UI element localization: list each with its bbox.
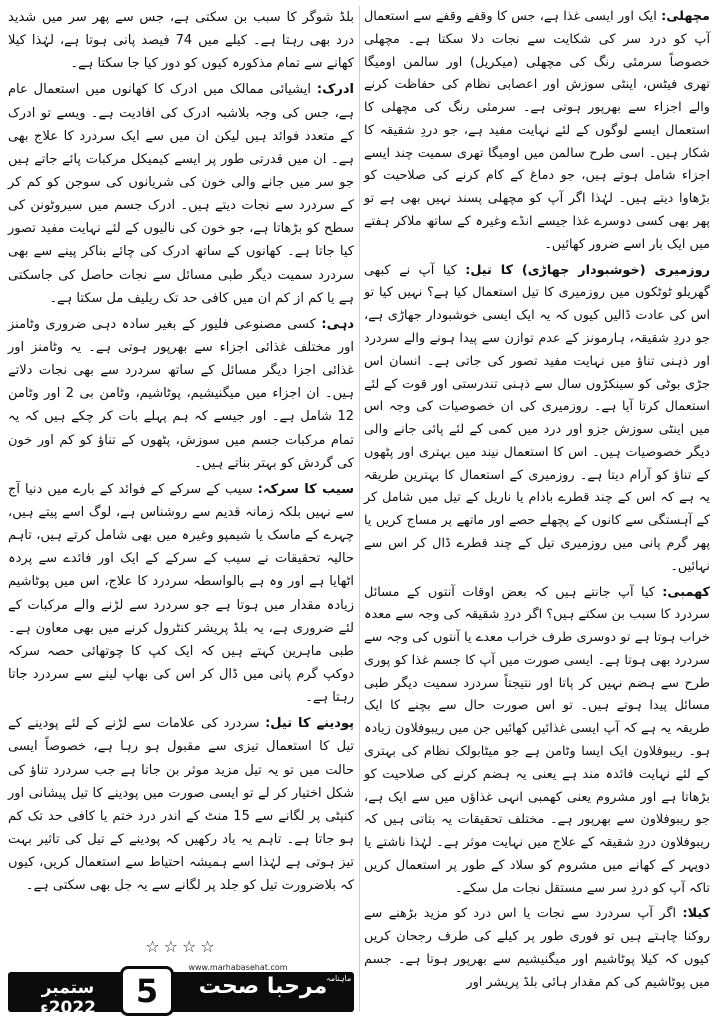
section-heading: ادرک: <box>316 82 354 98</box>
paragraph-text: ایک اور ایسی غذا ہے، جس کا وقفے وقفے سے استعمال آپ کو درد سر کی شکایت سے نجات دلا سکتا ہے۔ مچھلی خصوصاً سرمئی رنگ کی مچھلی (میکریل) اور سالمن اومیگا تھری فیٹس، اینٹی سوزش اور اعصابی نظام کی حفاظت کرنے والے اجزاء سے بھرپور ہوتی ہے۔ سرمئی رنگ کی مچھلی کا استعمال ایسے لوگوں کے لئے نہایت مفید ہے، جو دردِ شقیقہ کا شکار ہیں۔ اسی طرح سالمن میں اومیگا تھری سمیت چند ایسے اجزاء شامل ہوتے ہیں، جو دماغ کے کام کرنے کی صلاحیت کو بڑھاوا دیتے ہیں۔ لہٰذا اگر آپ کو مچھلی پسند نہیں بھی ہے تو پھر بھی کسی دوسرے غذا جیسے انڈے وغیرہ کے ساتھ ملاکر ہفتے میں ایک بار اسے ضرور کھائیں۔ <box>364 9 710 252</box>
paragraph-text: ایشیائی ممالک میں ادرک کا کھانوں میں استعمال عام ہے، جس کی وجہ بلاشبہ ادرک کی افادیت ہے۔ ویسے تو ادرک کے متعدد فوائد ہیں لیکن ان میں سے ایک سردرد کا علاج بھی ہے۔ ان میں قدرتی طور پر ایسے کیمیکل مرکبات پائے جاتے ہیں جو سر میں جانے والی خون کی شریانوں کی سوجن کو کم کر کے سردرد سے نجات دیتے ہیں۔ ادرک جسم میں سیروٹونن کی سطح کو بڑھاتا ہے، جو خون کی نالیوں کے لئے نہایت مفید تصور کیا جاتا ہے۔ کھانوں کے ساتھ ادرک کی چائے بناکر پینے سے بھی سردرد سمیت دیگر طبی مسائل سے نجات حاصل کی جاسکتی ہے یا کم از کم ان میں کافی حد تک ریلیف مل سکتا ہے۔ <box>8 82 354 306</box>
paragraph-ginger <box>8 78 354 309</box>
paragraph-text: سیب کے سرکے کے فوائد کے بارے میں دنیا آج سے نہیں بلکہ زمانہ قدیم سے روشناس ہے، لوگ اسے پیتے ہیں، چہرے کے ماسک یا شیمپو وغیرہ میں بھی شامل کرتے ہیں، تاہم حالیہ تحقیقات نے سیب کے سرکے کے ایک اور فائدے سے پردہ اٹھایا ہے اور وہ ہے بالواسطہ سردرد کا علاج، اس میں پوٹاشیم زیادہ مقدار میں ہوتا ہے جو سردرد سے لڑنے والے مرکبات کے لئے ضروری ہے، یہ بلڈ پریشر کنٹرول کرنے میں بھی معاون ہے۔ طبی ماہرین کہتے ہیں کہ ایک کپ کا چوتھائی حصہ سرکہ دوکپ گرم پانی میں ڈال کر اس کی بھاپ لینے سے سردرد جاتا رہتا ہے۔ <box>8 481 354 706</box>
website-url[interactable]: www.marhabasehat.com <box>188 963 288 972</box>
issue-date: ستمبر 2022ء <box>39 978 97 1018</box>
paragraph-mushroom <box>364 582 710 901</box>
paragraph-text: کسی مصنوعی فلیور کے بغیر سادہ دہی ضروری وٹامنز اور مختلف غذائی اجزاء سے بھرپور ہوتی ہے۔ یہ وٹامنز اور غذائی اجزا دیگر مسائل کے ساتھ سردرد سے بھی نجات دلاتے ہیں۔ ان اجزاء میں میگنیشیم، پوٹاشیم، وٹامن بی 2 اور وٹامن 12 شامل ہے۔ اور جیسے کہ ہم پہلے بات کر چکے ہیں کہ یہ تمام مرکبات جسم میں سوزش، پٹھوں کے تناؤ کو کم اور خون کی گردش کو بہتر بناتے ہیں۔ <box>8 316 355 471</box>
paragraph-apple-vinegar <box>8 478 354 709</box>
right-column <box>364 6 710 998</box>
paragraph-peppermint-oil <box>8 712 354 897</box>
section-heading: روزمیری (خوشبودار جھاڑی) کا تیل: <box>465 262 710 278</box>
section-heading: سیب کا سرکہ: <box>257 481 354 497</box>
paragraph-banana-cont <box>8 6 354 75</box>
section-heading: کیلا: <box>682 906 710 922</box>
section-heading: پودینے کا تیل: <box>265 716 354 732</box>
paragraph-yogurt <box>8 313 354 475</box>
section-heading: مچھلی: <box>661 9 710 24</box>
magazine-prefix: ماہنامہ <box>326 974 352 983</box>
section-heading: دہی: <box>321 316 355 332</box>
paragraph-banana <box>364 903 710 994</box>
paragraph-rosemary <box>364 260 710 579</box>
magazine-title: مرحبا صحت <box>198 974 328 999</box>
paragraph-fish <box>364 6 710 257</box>
page-number: 5 <box>120 966 174 1016</box>
paragraph-text: کیا آپ نے کبھی گھریلو ٹوٹکوں میں روزمیری کا تیل استعمال کیا ہے؟ نہیں کیا تو اس کی عادت ڈالیں کیوں کہ یہ ایک ایسی خوشبودار جھاڑی ہے، جو دردِ شقیقہ، ہارمونز کے عدم توازن سے پیدا ہونے والے سردرد اور ذہنی تناؤ میں نہایت مفید تصور کی جاتی ہے۔ انسان اس جڑی بوٹی کو سینکڑوں سال سے ذہنی تندرستی اور قوت کے لئے استعمال کرتا آیا ہے۔ روزمیری کی ان خصوصیات کی وجہ اس میں اینٹی سوزش جزو اور درد میں کمی کے لئے پائی جانے والی دیگر خصوصیات ہیں۔ اس کا استعمال نیند میں بہتری اور پٹھوں کے تناؤ کو آرام دیتا ہے۔ روزمیری کے استعمال کا بہترین طریقہ یہ ہے کہ اس کے چند قطرے بادام یا ناریل کے تیل میں شامل کر کے آہستگی سے کانوں کے پچھلے حصے اور ماتھے پر مساج کریں یا پھر گرم پانی میں روزمیری تیل کے چند قطرے ڈال کر اس سے نہائیں۔ <box>364 262 710 574</box>
paragraph-text: کیا آپ جانتے ہیں کہ بعض اوقات آنتوں کے مسائل سردرد کا سبب بن سکتے ہیں؟ اگر دردِ شقیقہ کی وجہ سے معدہ خراب ہوتا ہے تو دوسری طرف خراب معدے یا آنتوں کی وجہ سے سردرد بھی ہوتا ہے۔ ایسی صورت میں آپ کا جسم غذا کو پوری طرح سے ہضم نہیں کر پاتا اور نتیجتاً سردرد سمیت دیگر طبی مسائل پیدا ہوتے ہیں۔ تو اس صورت حال سے بچنے کا ایک طریقہ یہ ہے کہ آپ ایسی غذائیں کھائیں جن میں ریبوفلاون زیادہ ہو۔ ریبوفلاون ایک ایسا وٹامن ہے جو میٹابولک نظام کی بہتری کے لئے نہایت فائدہ مند ہے یعنی یہ ہضم کرنے کی صلاحیت کو بڑھاتا ہے اور مشروم یعنی کھمبی انہی غذاؤں میں سے ایک ہے، جو ریبوفلاون سے بھرپور ہے۔ مختلف تحقیقات یہ بتاتی ہیں کہ ریبوفلاون دردِ شقیقہ کے علاج میں نہایت موثر ہے۔ لہٰذا ناشتے یا دوپہر کے کھانے میں مشروم کو سلاد کے طور پر استعمال کریں تاکہ آپ کو دردِ سر سے مستقل نجات مل سکے۔ <box>364 584 710 896</box>
page-footer <box>8 962 354 1018</box>
paragraph-text: بلڈ شوگر کا سبب بن سکتی ہے، جس سے پھر سر میں شدید درد بھی رہتا ہے۔ کیلے میں 74 فیصد پانی ہوتا ہے، لہٰذا کیلا کھانے سے تمام مذکورہ کیوں کو دور کیا جا سکتا ہے۔ <box>8 10 354 72</box>
section-heading: کھمبی: <box>662 584 710 600</box>
section-end-stars: ☆☆☆☆ <box>145 937 219 956</box>
column-divider <box>359 6 360 1011</box>
left-column <box>8 6 354 900</box>
paragraph-text: اگر آپ سردرد سے نجات یا اس درد کو مزید بڑھنے سے روکنا چاہتے ہیں تو فوری طور پر کیلے کی طرف رجحان کریں کیوں کہ کیلا پوٹاشیم اور میگنیشیم سے بھرپور ہوتا ہے۔ جسم میں پوٹاشیم کی کم مقدار ہائی بلڈ پریشر اور <box>364 906 710 990</box>
paragraph-text: سردرد کی علامات سے لڑنے کے لئے پودینے کے تیل کا استعمال تیزی سے مقبول ہو رہا ہے، خصوصاً ایسی حالت میں تو یہ تیل مزید موثر بن جاتا ہے جب سردرد تناؤ کی شکل اختیار کر لے تو ایسی صورت میں پودینے کا تیل پیشانی اور کنپٹی پر لگانے سے 15 منٹ کے اندر درد ختم یا کافی حد تک کم ہو جاتا ہے۔ تاہم یہ یاد رکھیں کہ پودینے کے تیل کی تاثیر بہت تیز ہوتی ہے لہٰذا اسے ہمیشہ احتیاط سے استعمال کریں، کیوں کہ بلاضرورت تیل کو جلد پر لگانے سے یہ جل بھی سکتی ہے۔ <box>8 716 354 894</box>
